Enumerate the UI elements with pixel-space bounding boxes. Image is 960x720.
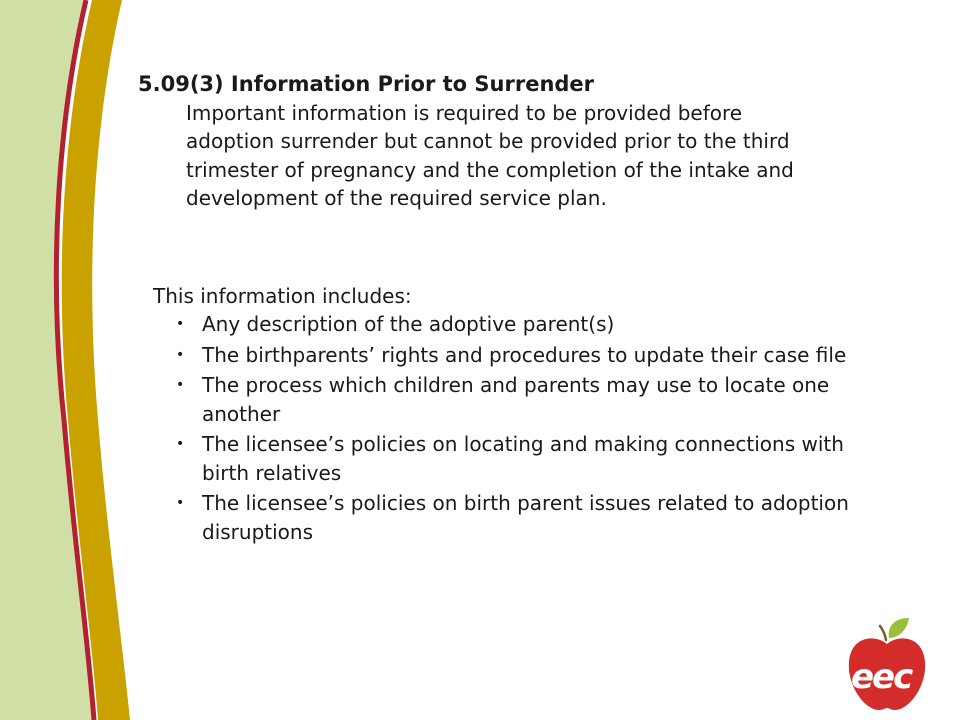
left-decorative-band — [0, 0, 160, 720]
list-item — [174, 310, 894, 339]
logo-text: eec — [851, 657, 912, 697]
list-lead-text: This information includes: — [153, 284, 412, 308]
eec-apple-logo — [845, 616, 929, 712]
list-item — [174, 430, 894, 487]
bullet-icon: • — [176, 377, 185, 393]
apple-stem-icon — [880, 626, 886, 640]
list-item — [174, 371, 894, 428]
info-bullet-list — [174, 310, 894, 548]
bullet-icon: • — [176, 436, 185, 452]
list-item — [174, 341, 894, 370]
bullet-icon: • — [176, 316, 185, 332]
list-item — [174, 489, 894, 546]
slide-heading: 5.09(3) Information Prior to Surrender — [138, 72, 595, 96]
apple-leaf-icon — [889, 618, 909, 638]
list-item-text: The birthparents’ rights and procedures to update their case file — [202, 342, 847, 367]
list-item-text: Any description of the adoptive parent(s) — [202, 312, 615, 336]
list-item-text: The process which children and parents may use to locate one another — [202, 373, 830, 426]
bullet-icon: • — [176, 346, 185, 363]
list-item-text: The licensee’s policies on birth parent issues related to adoption disruptions — [202, 491, 849, 544]
bullet-icon: • — [176, 495, 185, 511]
intro-paragraph: Important information is required to be provided before adoption surrender but cannot be provided prior to the third trimester of pregnancy and the completion of the intake and development of the required service plan. — [186, 101, 794, 211]
list-item-text: The licensee’s policies on locating and making connections with birth relatives — [202, 432, 844, 485]
